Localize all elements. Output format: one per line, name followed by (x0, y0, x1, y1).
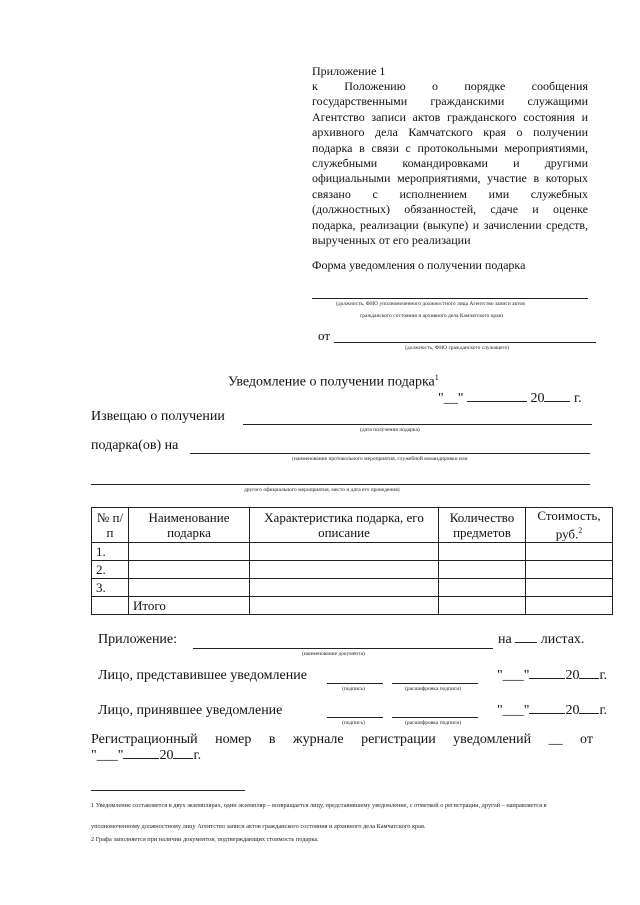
notice-date-open: "__" (438, 391, 464, 406)
registration-date-month-blank (123, 758, 159, 759)
accepted-sig-caption: (подпись) (342, 720, 365, 726)
cost-footnote-mark: 2 (578, 526, 583, 536)
row-num: 2. (92, 561, 129, 579)
submitted-date-year-blank (579, 678, 599, 679)
registration-date-year-blank (173, 758, 193, 759)
addressee-caption-2: гражданского состояния и архивного дела Камчатского края) (360, 313, 503, 319)
row-num: 1. (92, 543, 129, 561)
notice-date-suffix: г. (573, 391, 582, 406)
accepted-date-open: "___" (497, 703, 530, 718)
row-num (92, 597, 129, 615)
registration-date-open: "___" (91, 748, 124, 763)
row-desc (250, 561, 439, 579)
notice-date-month-blank (467, 401, 527, 402)
registration-line: Регистрационный номер в журнале регистрации уведомлений __ от (91, 732, 593, 747)
attachment-caption: (наименование документа) (302, 651, 365, 657)
accepted-date (497, 703, 607, 719)
row-desc (250, 543, 439, 561)
gifts-line (190, 453, 590, 454)
gifts-caption: (наименование протокольного мероприятия, служебной командировки или (292, 456, 468, 462)
accepted-sig-line (327, 717, 383, 718)
inform-label: Извещаю о получении (91, 409, 225, 424)
submitted-date (497, 668, 607, 684)
gifts-caption-2: другого официального мероприятия, место и дата его проведения) (244, 487, 400, 493)
row-qty (439, 579, 526, 597)
row-cost (526, 561, 613, 579)
table-row-total (92, 597, 613, 615)
row-name (129, 543, 250, 561)
form-title: Форма уведомления о получении подарка (312, 258, 526, 272)
table-row (92, 561, 613, 579)
submitted-date-open: "___" (497, 668, 530, 683)
col-cost (526, 508, 613, 543)
accepted-date-year-blank (579, 713, 599, 714)
gifts-table (91, 507, 613, 615)
footnote-1: 1 Уведомление составляется в двух экземплярах, один экземпляр – возвращается лицу, представившему уведомление, с отметкой о регистрации, другой – направляется в (91, 802, 547, 809)
row-cost (526, 579, 613, 597)
table-row (92, 543, 613, 561)
notice-date-year-blank (544, 401, 570, 402)
attachment-sheets-blank (515, 642, 537, 643)
addressee-caption-1: (должность, ФИО уполномоченного должностного лица Агентство записи актов (336, 301, 525, 307)
accepted-decode-line (392, 717, 478, 718)
submitted-decode-caption: (расшифровка подписи) (405, 686, 462, 692)
registration-date (91, 748, 201, 764)
row-num: 3. (92, 579, 129, 597)
annex-body: к Положению о порядке сообщения государственными гражданскими служащими Агентство записи актов гражданского состояния и архивного дела Камчатского края о получении подарка в связи с протокольными мероприятиями, служебными командировками и другими официальными мероприятиями, участие в которых связано с исполнением ими служебных (должностных) обязанностей, сдаче и оценке подарка, реализации (выкупе) и зачислении средств, вырученных от его реализации (312, 79, 588, 248)
from-line (334, 342, 596, 343)
footnote-separator (91, 790, 245, 791)
submitted-sig-line (327, 683, 383, 684)
row-cost (526, 543, 613, 561)
notice-footnote-mark: 1 (434, 373, 439, 382)
submitted-decode-line (392, 683, 478, 684)
col-cost-text: Стоимость, руб. (537, 508, 601, 542)
accepted-label: Лицо, принявшее уведомление (98, 703, 283, 718)
notice-date (438, 391, 582, 407)
accepted-date-year: 20 (565, 703, 580, 718)
row-desc (250, 579, 439, 597)
annex-title: Приложение 1 (312, 64, 386, 78)
row-name: Итого (129, 597, 250, 615)
col-desc: Характеристика подарка, его описание (250, 508, 439, 543)
notice-date-year: 20 (530, 391, 545, 406)
addressee-line (312, 298, 588, 299)
row-qty (439, 597, 526, 615)
row-desc (250, 597, 439, 615)
row-qty (439, 561, 526, 579)
accepted-date-month-blank (529, 713, 565, 714)
table-row (92, 579, 613, 597)
attachment-line (193, 648, 493, 649)
registration-date-suffix: г. (193, 748, 202, 763)
row-name (129, 579, 250, 597)
row-cost (526, 597, 613, 615)
row-qty (439, 543, 526, 561)
gifts-line-2 (91, 484, 590, 485)
attachment-sheets (498, 632, 584, 648)
inform-caption: (дата получения подарка) (360, 427, 420, 433)
inform-line (243, 424, 592, 425)
footnote-2: 2 Графа заполняется при наличии документов, подтверждающих стоимость подарка. (91, 836, 319, 843)
from-label: от (318, 328, 331, 343)
from-caption: (должность, ФИО гражданского служащего) (405, 345, 510, 351)
submitted-sig-caption: (подпись) (342, 686, 365, 692)
accepted-decode-caption: (расшифровка подписи) (405, 720, 462, 726)
submitted-date-year: 20 (565, 668, 580, 683)
attachment-sheets-label: листах. (540, 632, 585, 647)
submitted-date-month-blank (529, 678, 565, 679)
accepted-date-suffix: г. (599, 703, 608, 718)
col-qty: Количество предметов (439, 508, 526, 543)
col-num: № п/п (92, 508, 129, 543)
row-name (129, 561, 250, 579)
gifts-label: подарка(ов) на (91, 438, 179, 453)
registration-date-year: 20 (159, 748, 174, 763)
col-name: Наименование подарка (129, 508, 250, 543)
footnote-1-cont: уполномоченному должностному лицу Агентство записи актов гражданского состояния и архивного дела Камчатского края. (91, 823, 426, 830)
attachment-on: на (498, 632, 512, 647)
submitted-date-suffix: г. (599, 668, 608, 683)
notice-title-text: Уведомление о получении подарка (228, 374, 435, 390)
notice-title (228, 373, 439, 391)
attachment-label: Приложение: (98, 632, 178, 647)
submitted-label: Лицо, представившее уведомление (98, 668, 307, 683)
